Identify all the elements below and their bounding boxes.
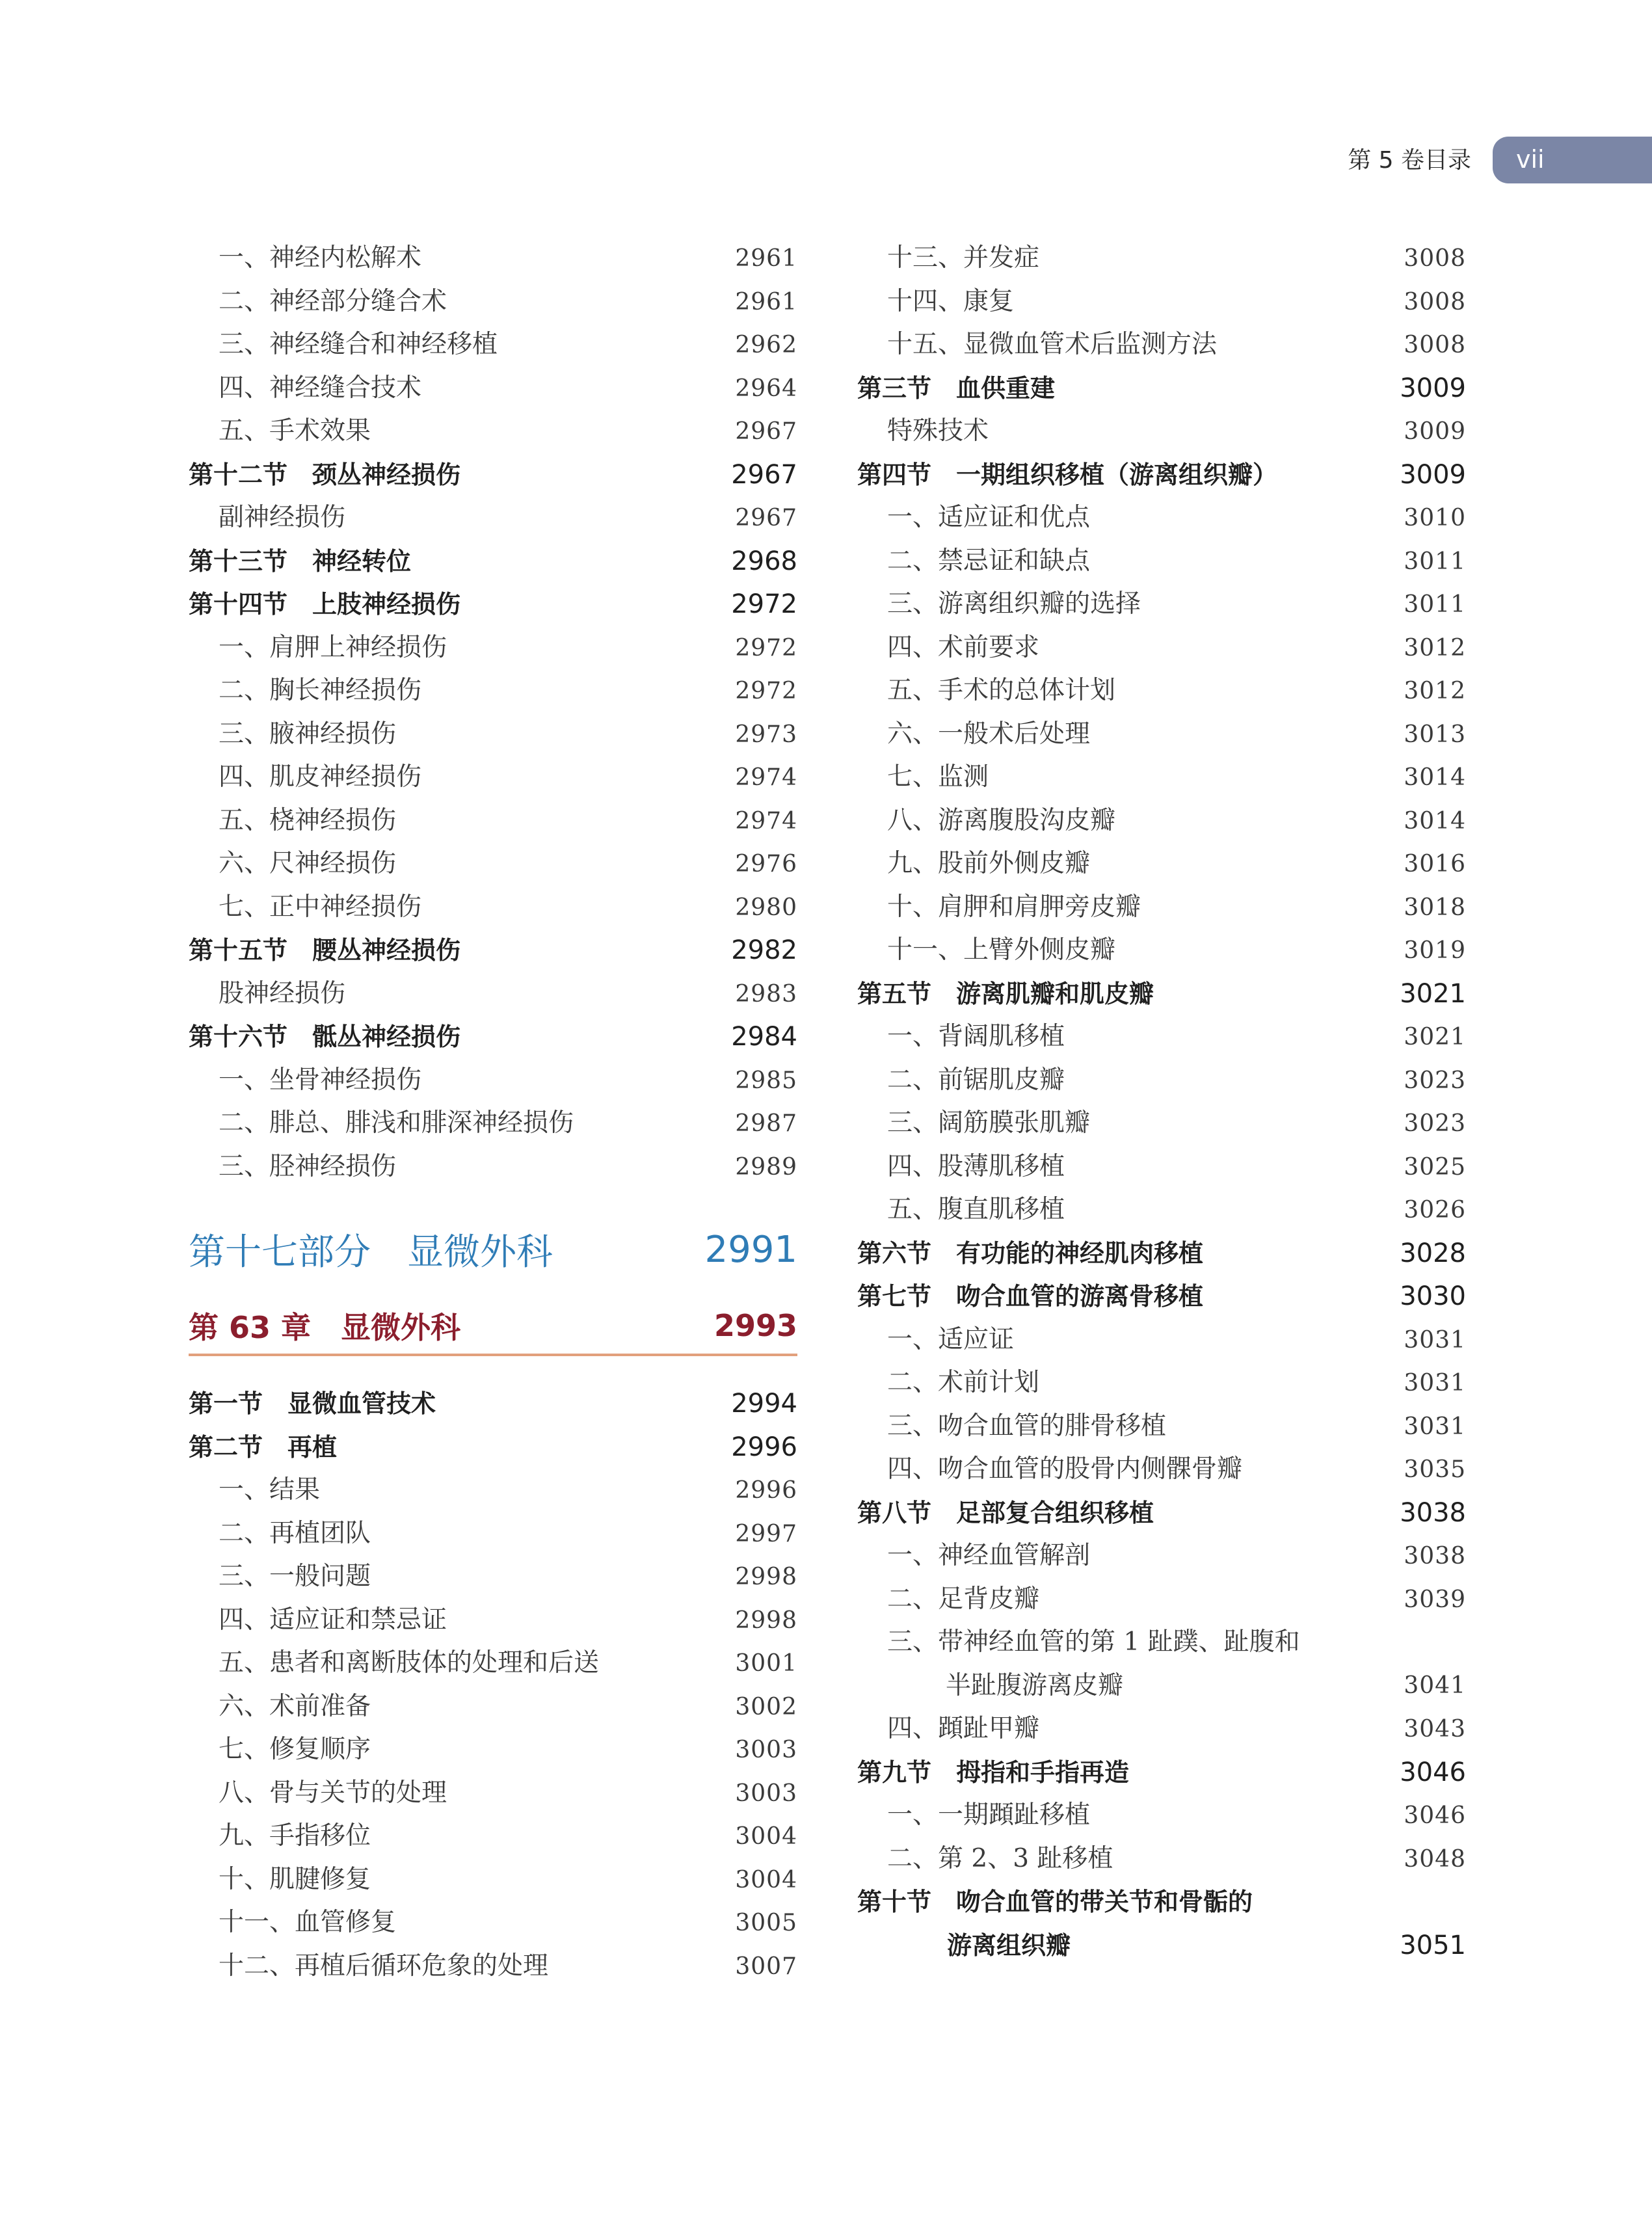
toc-entry-page: 2967: [735, 505, 797, 531]
toc-entry-page: 3001: [735, 1650, 797, 1677]
toc-entry-label-continuation: 半趾腹游离皮瓣: [946, 1670, 1124, 1700]
toc-section-entry[interactable]: [857, 1491, 1466, 1535]
toc-entry-page: 3016: [1404, 851, 1466, 877]
toc-entry-label: 六、一般术后处理: [887, 719, 1091, 749]
toc-entry-label: 二、腓总、腓浅和腓深神经损伤: [219, 1108, 574, 1138]
toc-entry-page: 2982: [731, 935, 797, 965]
toc-subsection-entry[interactable]: [857, 1405, 1466, 1449]
toc-entry-page: 3025: [1404, 1153, 1466, 1181]
toc-subsection-entry[interactable]: [189, 496, 797, 540]
toc-subsection-entry[interactable]: [189, 1945, 797, 1988]
toc-entry-label: [887, 1621, 1300, 1707]
chapter-divider-gap: [189, 1356, 797, 1382]
toc-subsection-entry[interactable]: [189, 1858, 797, 1902]
toc-entry-page: 2967: [731, 459, 797, 490]
toc-entry-label: 一、肩胛上神经损伤: [219, 632, 447, 662]
toc-entry-page: 3043: [1404, 1716, 1466, 1743]
toc-entry-label: 五、患者和离断肢体的处理和后送: [219, 1648, 600, 1677]
toc-entry-label: 九、股前外侧皮瓣: [887, 849, 1091, 878]
toc-entry-label: 二、第 2、3 趾移植: [887, 1843, 1113, 1873]
toc-section-entry[interactable]: [189, 929, 797, 972]
toc-entry-page: 3008: [1404, 332, 1466, 358]
toc-entry-label-line: 第十节 吻合血管的带关节和骨骺的: [857, 1888, 1253, 1916]
toc-subsection-entry[interactable]: [857, 1059, 1466, 1102]
toc-entry-label: 五、腹直肌移植: [887, 1195, 1065, 1224]
toc-entry-label: 五、手术效果: [219, 416, 371, 446]
toc-entry-label: [857, 1880, 1253, 1967]
toc-entry-label: 三、吻合血管的腓骨移植: [887, 1411, 1167, 1441]
toc-entry-page: 3003: [735, 1737, 797, 1763]
toc-subsection-entry[interactable]: [857, 280, 1466, 324]
toc-subsection-entry[interactable]: [189, 237, 797, 280]
toc-entry-page: 2997: [735, 1520, 797, 1547]
toc-subsection-entry[interactable]: [857, 1145, 1466, 1189]
toc-subsection-entry[interactable]: [189, 1685, 797, 1729]
toc-entry-page: 3013: [1404, 721, 1466, 748]
toc-subsection-entry[interactable]: [857, 1578, 1466, 1622]
toc-entry-page: 3018: [1404, 894, 1466, 921]
toc-subsection-entry[interactable]: [857, 1361, 1466, 1405]
toc-section-entry[interactable]: [857, 453, 1466, 497]
toc-subsection-entry[interactable]: [189, 1102, 797, 1145]
toc-subsection-entry[interactable]: [857, 929, 1466, 972]
toc-entry-page: 3031: [1404, 1326, 1466, 1354]
toc-subsection-entry[interactable]: [857, 1534, 1466, 1578]
toc-entry-page: 3039: [1404, 1586, 1466, 1613]
toc-entry-page: 3014: [1404, 807, 1466, 835]
toc-subsection-entry[interactable]: [857, 583, 1466, 626]
toc-entry-label: 第五节 游离肌瓣和肌皮瓣: [857, 979, 1154, 1008]
toc-section-entry[interactable]: [189, 1015, 797, 1059]
toc-entry-page: 3008: [1404, 245, 1466, 272]
toc-subsection-entry[interactable]: [857, 496, 1466, 540]
toc-entry-page: 3014: [1404, 764, 1466, 791]
toc-subsection-entry[interactable]: [189, 1469, 797, 1512]
toc-entry-label: 股神经损伤: [219, 978, 346, 1008]
toc-subsection-entry[interactable]: [189, 1642, 797, 1685]
toc-section-entry[interactable]: [857, 1751, 1466, 1795]
part-heading[interactable]: [189, 1216, 797, 1283]
toc-subsection-entry[interactable]: [857, 886, 1466, 929]
toc-entry-label-continuation: 游离组织瓣: [947, 1930, 1071, 1960]
toc-subsection-entry[interactable]: [857, 237, 1466, 280]
toc-entry-page: 2973: [735, 721, 797, 748]
toc-subsection-entry[interactable]: [189, 1772, 797, 1815]
toc-entry-label: 第十二节 颈丛神经损伤: [189, 460, 461, 489]
toc-entry-page: 3009: [1400, 459, 1466, 490]
toc-entry-label: 第十四节 上肢神经损伤: [189, 590, 461, 619]
toc-entry-page: 3009: [1404, 418, 1466, 445]
toc-subsection-entry[interactable]: [857, 1794, 1466, 1837]
toc-section-entry[interactable]: [189, 1382, 797, 1426]
toc-subsection-entry[interactable]: [189, 1815, 797, 1858]
toc-entry-page: 2972: [731, 589, 797, 619]
toc-entry-page: 2994: [731, 1389, 797, 1419]
toc-entry-label: 第七节 吻合血管的游离骨移植: [857, 1282, 1204, 1311]
toc-subsection-entry[interactable]: [189, 1145, 797, 1189]
toc-entry-label: 七、修复顺序: [219, 1735, 371, 1764]
toc-entry-page: 2980: [735, 894, 797, 921]
toc-entry-label: 一、坐骨神经损伤: [219, 1065, 422, 1095]
toc-entry-label: 二、足背皮瓣: [887, 1584, 1040, 1614]
toc-subsection-entry[interactable]: [857, 1707, 1466, 1751]
toc-section-entry[interactable]: [189, 583, 797, 626]
toc-entry-page: 2983: [735, 980, 797, 1008]
toc-subsection-entry[interactable]: [857, 756, 1466, 799]
toc-entry-page: 3048: [1404, 1845, 1466, 1873]
toc-entry-page: 2996: [735, 1477, 797, 1504]
toc-entry-label: 二、禁忌证和缺点: [887, 546, 1091, 576]
toc-entry-page: 2984: [731, 1022, 797, 1052]
toc-subsection-entry[interactable]: [189, 323, 797, 367]
toc-subsection-entry[interactable]: [857, 540, 1466, 583]
toc-entry-page: 2974: [735, 764, 797, 791]
toc-entry-page: 3002: [735, 1693, 797, 1720]
toc-subsection-entry[interactable]: [189, 1599, 797, 1642]
toc-entry-label: 四、术前要求: [887, 632, 1040, 662]
toc-entry-page: 2976: [735, 851, 797, 877]
toc-entry-label: 二、神经部分缝合术: [219, 286, 447, 316]
chapter-page: 2993: [713, 1308, 797, 1343]
toc-left-top-list: [189, 237, 797, 1188]
toc-entry-label: 十五、显微血管术后监测方法: [887, 330, 1218, 359]
toc-entry-page: 3008: [1404, 288, 1466, 315]
toc-right-list: [857, 237, 1466, 1967]
toc-entry-label: 第八节 足部复合组织移植: [857, 1498, 1154, 1527]
toc-entry-label: 三、神经缝合和神经移植: [219, 330, 498, 359]
toc-entry-label: 十、肩胛和肩胛旁皮瓣: [887, 892, 1141, 922]
toc-entry-page: 3012: [1404, 634, 1466, 661]
toc-entry-page: 3038: [1400, 1497, 1466, 1528]
toc-subsection-entry[interactable]: [189, 842, 797, 886]
toc-entry-page: 3026: [1404, 1197, 1466, 1223]
toc-subsection-entry[interactable]: [857, 842, 1466, 886]
toc-entry-page: 2967: [735, 418, 797, 445]
toc-section-entry[interactable]: [857, 367, 1466, 410]
toc-entry-page: 3004: [735, 1823, 797, 1850]
page-number: vii: [1516, 145, 1545, 174]
toc-entry-page: 3019: [1404, 937, 1466, 964]
toc-section-entry[interactable]: [189, 1426, 797, 1469]
toc-entry-label: 十一、血管修复: [219, 1908, 397, 1937]
toc-subsection-entry[interactable]: [857, 799, 1466, 843]
toc-entry-page: 3021: [1400, 978, 1466, 1009]
toc-entry-page: 3035: [1404, 1456, 1466, 1483]
toc-subsection-entry[interactable]: [189, 367, 797, 410]
toc-entry-label: 三、阔筋膜张肌瓣: [887, 1108, 1091, 1138]
toc-entry-label: 十一、上臂外侧皮瓣: [887, 935, 1116, 965]
toc-left-column: [189, 237, 797, 1988]
toc-entry-page: 3046: [1404, 1802, 1466, 1829]
toc-entry-label: 八、游离腹股沟皮瓣: [887, 805, 1116, 835]
toc-entry-page: 3021: [1404, 1024, 1466, 1050]
toc-entry-label: 四、适应证和禁忌证: [219, 1605, 447, 1635]
toc-entry-label: 三、游离组织瓣的选择: [887, 589, 1141, 619]
toc-entry-page: 3028: [1400, 1238, 1466, 1268]
toc-entry-label: 十、肌腱修复: [219, 1864, 371, 1894]
toc-subsection-entry[interactable]: [857, 1621, 1466, 1707]
chapter-heading[interactable]: [189, 1298, 797, 1356]
toc-entry-label: 四、神经缝合技术: [219, 373, 422, 403]
part-page: 2991: [704, 1228, 797, 1271]
toc-entry-page: 3011: [1404, 548, 1466, 575]
toc-entry-page: 2964: [735, 375, 797, 402]
toc-entry-label: 第四节 一期组织移植（游离组织瓣）: [857, 460, 1278, 489]
toc-entry-page: 2996: [731, 1432, 797, 1462]
toc-subsection-entry[interactable]: [189, 1555, 797, 1599]
toc-right-column: [857, 237, 1466, 1967]
toc-entry-label: 十四、康复: [887, 286, 1015, 316]
toc-subsection-entry[interactable]: [857, 1318, 1466, 1362]
toc-entry-page: 2961: [735, 288, 797, 315]
toc-entry-label: 一、背阔肌移植: [887, 1022, 1065, 1051]
toc-entry-label: 特殊技术: [887, 416, 989, 446]
part-title: 第十七部分 显微外科: [189, 1231, 553, 1274]
toc-entry-page: 3038: [1404, 1543, 1466, 1570]
toc-entry-page: 3005: [735, 1910, 797, 1936]
chapter-title: 第 63 章 显微外科: [189, 1310, 461, 1345]
toc-subsection-entry[interactable]: [189, 1728, 797, 1772]
toc-subsection-entry[interactable]: [189, 669, 797, 713]
toc-entry-page: 3051: [1400, 1930, 1466, 1960]
toc-entry-label: 九、手指移位: [219, 1821, 371, 1850]
toc-subsection-entry[interactable]: [857, 410, 1466, 453]
toc-subsection-entry[interactable]: [189, 756, 797, 799]
toc-entry-label: 二、胸长神经损伤: [219, 676, 422, 705]
toc-subsection-entry[interactable]: [189, 410, 797, 453]
toc-entry-label: 七、正中神经损伤: [219, 892, 422, 922]
toc-subsection-entry[interactable]: [857, 1015, 1466, 1059]
toc-entry-page: 3004: [735, 1866, 797, 1893]
toc-entry-page: 2968: [731, 546, 797, 576]
toc-entry-page: 2974: [735, 807, 797, 835]
toc-entry-label: 四、蹞趾甲瓣: [887, 1714, 1040, 1743]
toc-entry-label: 第十六节 骶丛神经损伤: [189, 1022, 461, 1051]
toc-entry-label: 第一节 显微血管技术: [189, 1389, 436, 1418]
toc-entry-page: 2962: [735, 332, 797, 358]
toc-entry-page: 3010: [1404, 505, 1466, 531]
toc-section-entry[interactable]: [857, 1232, 1466, 1276]
toc-entry-label: 三、一般问题: [219, 1562, 371, 1591]
toc-entry-label: 第二节 再植: [189, 1432, 338, 1462]
toc-entry-label: 副神经损伤: [219, 503, 346, 532]
toc-subsection-entry[interactable]: [857, 1188, 1466, 1232]
toc-entry-label: 第九节 拇指和手指再造: [857, 1757, 1130, 1787]
toc-entry-page: 2987: [735, 1110, 797, 1137]
toc-entry-page: 2972: [735, 634, 797, 661]
toc-subsection-entry[interactable]: [189, 886, 797, 929]
toc-section-entry[interactable]: [189, 453, 797, 497]
toc-entry-label: 六、术前准备: [219, 1691, 371, 1721]
toc-section-entry[interactable]: [857, 1880, 1466, 1967]
toc-entry-label: 三、胫神经损伤: [219, 1151, 397, 1181]
toc-entry-label: 三、腋神经损伤: [219, 719, 397, 749]
toc-subsection-entry[interactable]: [857, 626, 1466, 670]
toc-subsection-entry[interactable]: [189, 1901, 797, 1945]
toc-entry-label: 第十五节 腰丛神经损伤: [189, 936, 461, 965]
toc-entry-label: 五、手术的总体计划: [887, 676, 1116, 705]
toc-entry-page: 3023: [1404, 1110, 1466, 1137]
toc-entry-label: 二、前锯肌皮瓣: [887, 1065, 1065, 1095]
toc-subsection-entry[interactable]: [189, 799, 797, 843]
toc-entry-page: 3046: [1400, 1757, 1466, 1787]
toc-subsection-entry[interactable]: [189, 626, 797, 670]
toc-subsection-entry[interactable]: [857, 1448, 1466, 1491]
toc-entry-label: 一、结果: [219, 1475, 321, 1504]
toc-entry-label: 二、术前计划: [887, 1368, 1040, 1397]
toc-entry-page: 3009: [1400, 373, 1466, 403]
toc-entry-page: 3031: [1404, 1370, 1466, 1396]
toc-subsection-entry[interactable]: [857, 323, 1466, 367]
page-number-tab: [1493, 137, 1652, 183]
toc-subsection-entry[interactable]: [189, 280, 797, 324]
toc-subsection-entry[interactable]: [857, 1837, 1466, 1881]
toc-entry-label: 一、一期蹞趾移植: [887, 1800, 1091, 1830]
toc-entry-label: 一、神经内松解术: [219, 243, 422, 273]
toc-entry-page: 3031: [1404, 1413, 1466, 1440]
toc-entry-label: 一、适应证: [887, 1324, 1015, 1354]
toc-entry-page: 2985: [735, 1067, 797, 1094]
toc-entry-page: 2998: [735, 1564, 797, 1590]
toc-entry-page: 3003: [735, 1780, 797, 1807]
toc-subsection-entry[interactable]: [189, 972, 797, 1016]
toc-entry-label: 四、肌皮神经损伤: [219, 762, 422, 792]
toc-subsection-entry[interactable]: [857, 1102, 1466, 1145]
toc-entry-page: 3023: [1404, 1067, 1466, 1094]
toc-entry-page: 2989: [735, 1153, 797, 1181]
toc-section-entry[interactable]: [857, 1275, 1466, 1318]
toc-entry-label: 二、再植团队: [219, 1518, 371, 1548]
toc-subsection-entry[interactable]: [189, 1059, 797, 1102]
toc-entry-label: 一、神经血管解剖: [887, 1541, 1091, 1570]
toc-entry-label: 四、股薄肌移植: [887, 1151, 1065, 1181]
toc-entry-page: 2972: [735, 678, 797, 704]
toc-entry-label: 一、适应证和优点: [887, 503, 1091, 532]
toc-left-bottom-list: [189, 1382, 797, 1988]
toc-entry-label-line: 三、带神经血管的第 1 趾蹼、趾腹和: [887, 1627, 1300, 1657]
toc-entry-label: 第三节 血供重建: [857, 373, 1056, 403]
toc-entry-page: 3030: [1400, 1281, 1466, 1311]
toc-subsection-entry[interactable]: [189, 713, 797, 756]
toc-subsection-entry[interactable]: [857, 713, 1466, 756]
toc-subsection-entry[interactable]: [857, 669, 1466, 713]
toc-entry-label: 第六节 有功能的神经肌肉移植: [857, 1238, 1204, 1268]
toc-section-entry[interactable]: [857, 972, 1466, 1016]
toc-entry-label: 四、吻合血管的股骨内侧髁骨瓣: [887, 1454, 1243, 1484]
toc-section-entry[interactable]: [189, 540, 797, 583]
toc-entry-page: 3012: [1404, 678, 1466, 704]
toc-entry-page: 3011: [1404, 591, 1466, 618]
toc-entry-page: 3007: [735, 1953, 797, 1980]
toc-entry-page: 2998: [735, 1607, 797, 1634]
toc-entry-page: 2961: [735, 245, 797, 272]
toc-entry-label: 六、尺神经损伤: [219, 849, 397, 878]
volume-contents-title: 第 5 卷目录: [1348, 147, 1471, 174]
toc-entry-label: 第十三节 神经转位: [189, 546, 412, 576]
toc-entry-label: 七、监测: [887, 762, 989, 792]
toc-subsection-entry[interactable]: [189, 1512, 797, 1556]
toc-entry-label: 十三、并发症: [887, 243, 1040, 273]
toc-entry-label: 八、骨与关节的处理: [219, 1778, 447, 1808]
toc-entry-label: 十二、再植后循环危象的处理: [219, 1951, 549, 1981]
toc-entry-label: 五、桡神经损伤: [219, 805, 397, 835]
toc-entry-page: 3041: [1404, 1672, 1466, 1699]
